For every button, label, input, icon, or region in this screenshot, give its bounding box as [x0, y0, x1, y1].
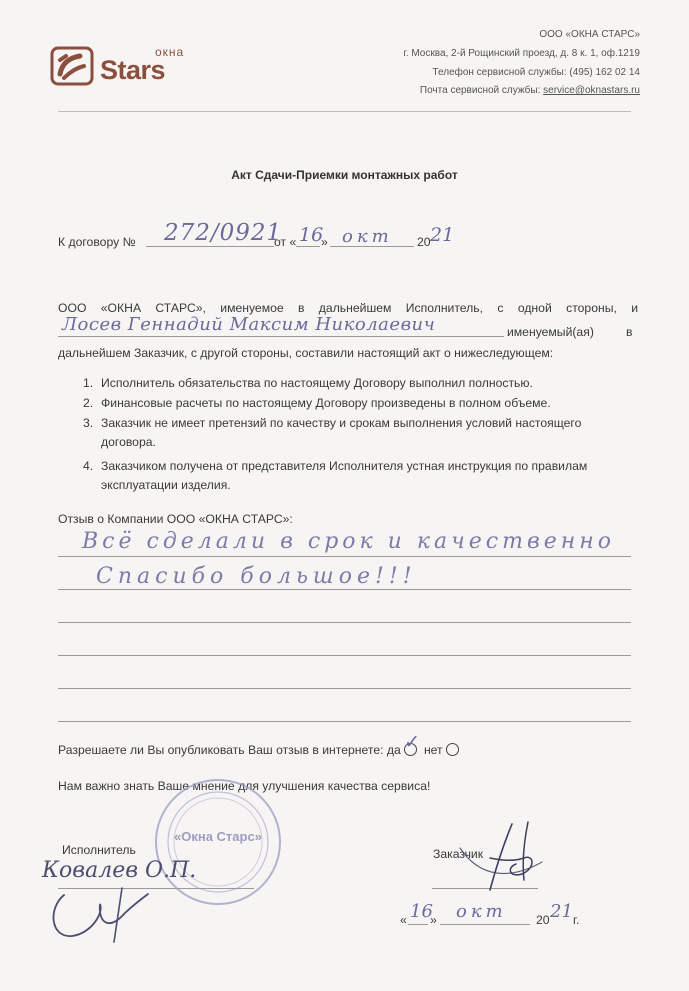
company-email-line — [420, 85, 640, 96]
email-label: Почта сервисной службы: — [419, 85, 541, 96]
company-address: г. Москва, 2-й Рощинский проезд, д. 8 к. 1, оф.1219 — [403, 48, 640, 59]
list-item-number: 1. — [83, 376, 94, 390]
sign-month-handwritten: окт — [456, 901, 507, 922]
contract-from-label: от « — [274, 235, 297, 249]
list-item-text: Заказчиком получена от представителя Исполнителя устная инструкция по правилам — [101, 459, 588, 473]
logo-small-word: окна — [155, 45, 185, 59]
list-item — [83, 374, 533, 393]
list-item-text: Заказчик не имеет претензий по качеству и срокам выполнения условий настоящего — [101, 416, 582, 430]
list-item-number: 4. — [83, 459, 94, 473]
company-name: ООО «ОКНА СТАРС» — [539, 29, 640, 40]
customer-name-line — [58, 336, 504, 337]
review-line-1 — [58, 556, 631, 557]
list-item-continuation: эксплуатации изделия. — [101, 478, 231, 492]
publish-yes-checkmark: ✓ — [404, 731, 421, 753]
document-title: Акт Сдачи-Приемки монтажных работ — [231, 168, 458, 182]
contract-number-line — [146, 246, 274, 247]
review-line-6 — [58, 721, 631, 722]
sign-day-handwritten: 16 — [410, 901, 433, 922]
list-item-continuation: договора. — [101, 435, 156, 449]
customer-name-handwritten: Лосев Геннадий Максим Николаевич — [62, 314, 436, 335]
customer-label: Заказчик — [433, 847, 484, 861]
list-item — [83, 457, 587, 476]
review-text-2-handwritten: Спасибо большое!!! — [96, 564, 417, 589]
stamp-text: «Окна Старс» — [174, 829, 262, 844]
contract-day-handwritten: 16 — [299, 224, 324, 246]
list-item-text: Финансовые расчеты по настоящему Договору произведены в полном объеме. — [101, 396, 551, 410]
publish-no-radio[interactable] — [446, 743, 459, 756]
list-item-number: 3. — [83, 416, 94, 430]
sign-year-prefix: 20 — [536, 913, 550, 927]
review-line-3 — [58, 622, 631, 623]
year-prefix: 20 — [417, 235, 431, 249]
review-line-5 — [58, 688, 631, 689]
contract-month-handwritten: окт — [342, 226, 393, 247]
list-item-number: 2. — [83, 396, 94, 410]
publish-no-label: нет — [423, 743, 443, 757]
list-item — [83, 394, 551, 413]
day-line — [296, 246, 320, 247]
list-item — [83, 414, 581, 433]
customer-signature-icon — [450, 818, 550, 898]
publish-question-text: Разрешаете ли Вы опубликовать Ваш отзыв в интернете: да — [58, 743, 401, 757]
review-line-2 — [58, 589, 631, 590]
header-divider — [58, 111, 631, 112]
executor-signature-icon — [44, 880, 164, 950]
review-text-1-handwritten: Всё сделали в срок и качественно — [82, 529, 616, 554]
sign-date-open-quote: « — [400, 913, 407, 927]
review-line-4 — [58, 655, 631, 656]
sign-year-handwritten: 21 — [550, 901, 573, 922]
executor-signature-handwritten: Ковалев О.П. — [42, 858, 197, 883]
sign-date-close-quote: » — [430, 913, 437, 927]
email-link[interactable]: service@oknastars.ru — [543, 85, 640, 96]
importance-note: Нам важно знать Ваше мнение для улучшения качества сервиса! — [58, 779, 431, 793]
sign-month-line — [440, 924, 530, 925]
logo-wordmark: Stars — [100, 55, 166, 85]
day-close-quote: » — [321, 235, 328, 249]
contract-label: К договору № — [58, 235, 136, 249]
intro-line-3: дальнейшем Заказчик, с другой стороны, составили настоящий акт о нижеследующем: — [58, 346, 554, 360]
list-item-text: Исполнитель обязательства по настоящему Договору выполнил полностью. — [101, 376, 533, 390]
company-phone: Телефон сервисной службы: (495) 162 02 14 — [432, 67, 640, 78]
intro-in: в — [626, 325, 633, 339]
contract-number-handwritten: 272/0921 — [164, 220, 283, 246]
intro-named: именуемый(ая) — [507, 325, 594, 339]
publish-question — [58, 731, 459, 758]
sign-year-end: г. — [573, 913, 580, 927]
intro-line-1: ООО «ОКНА СТАРС», именуемое в дальнейшем Исполнитель, с одной стороны, и — [58, 301, 638, 315]
publish-yes-radio[interactable] — [404, 731, 421, 756]
executor-label: Исполнитель — [62, 843, 136, 857]
company-logo-icon — [50, 46, 94, 86]
sign-day-line — [408, 924, 428, 925]
review-label: Отзыв о Компании ООО «ОКНА СТАРС»: — [58, 512, 293, 526]
contract-year-handwritten: 21 — [430, 224, 455, 246]
